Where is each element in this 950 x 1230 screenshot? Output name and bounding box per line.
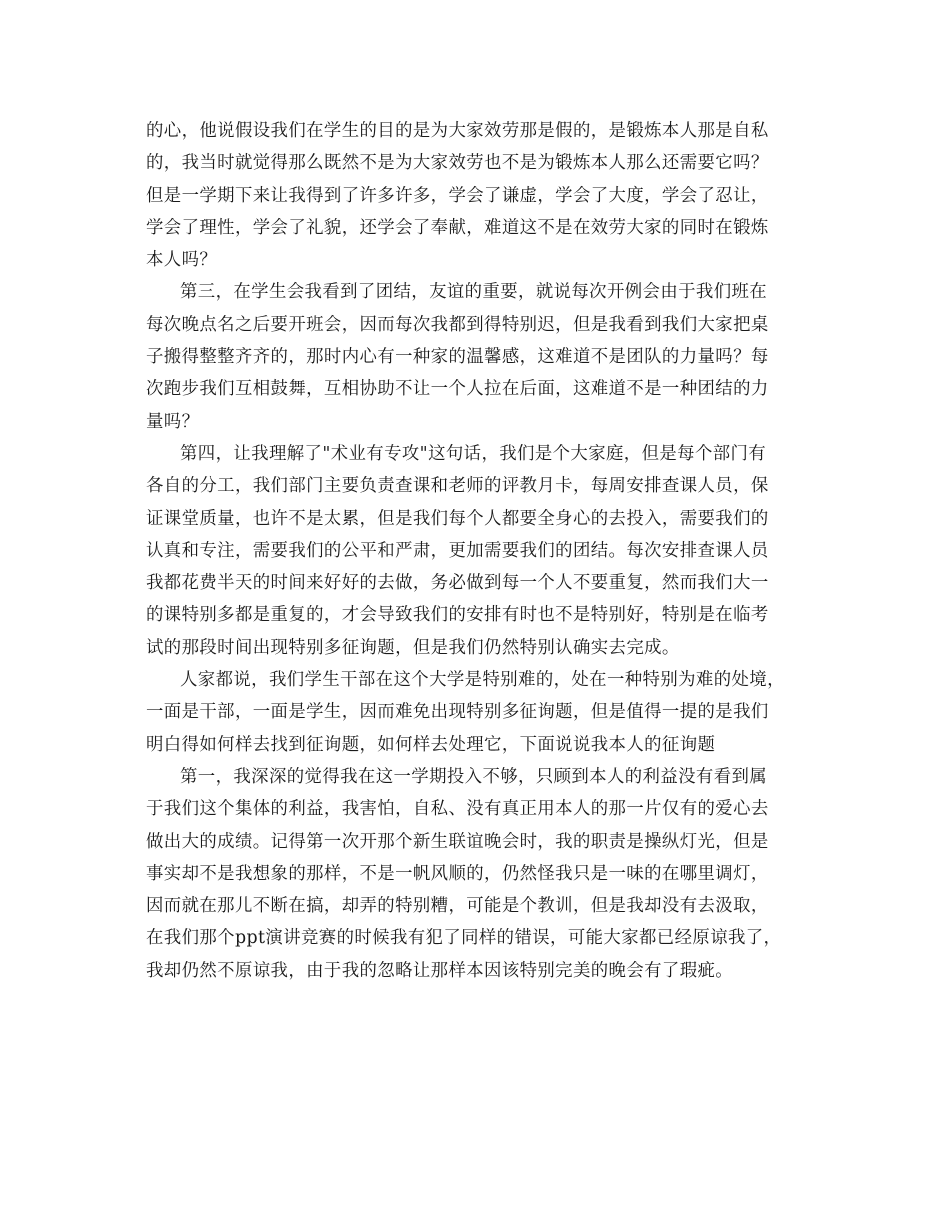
text-line: 的心，他说假设我们在学生的目的是为大家效劳那是假的，是锻炼本人那是自私 [146,121,769,141]
text-line: 于我们这个集体的利益，我害怕，自私、没有真正用本人的那一片仅有的爱心去 [146,799,769,820]
paragraph-first-line: 第一，我深深的觉得我在这一学期投入不够，只顾到本人的利益没有看到属 [180,766,768,787]
text-line: 试的那段时间出现特别多征询题，但是我们仍然特别认确实去完成。 [146,637,680,658]
text-line: 本人吗？ [146,250,218,271]
text-line: 子搬得整整齐齐的，那时内心有一种家的温馨感，这难道不是团队的力量吗？每 [146,347,769,368]
text-line: 一面是干部，一面是学生，因而难免出现特别多征询题，但是值得一提的是我们 [146,702,769,723]
text-line: 次跑步我们互相鼓舞，互相协助不让一个人拉在后面，这难道不是一种团结的力 [146,379,769,400]
text-line: 在我们那个ppt演讲竞赛的时候我有犯了同样的错误，可能大家都已经原谅我了， [146,928,782,949]
text-line: 事实却不是我想象的那样，不是一帆风顺的，仍然怪我只是一味的在哪里调灯， [146,863,769,884]
text-line: 我却仍然不原谅我，由于我的忽略让那样本因该特别完美的晚会有了瑕疵。 [146,960,734,981]
text-line: 学会了理性，学会了礼貌，还学会了奉献，难道这不是在效劳大家的同时在锻炼 [146,217,769,238]
text-line: 每次晚点名之后要开班会，因而每次我都到得特别迟，但是我看到我们大家把桌 [146,314,769,335]
text-line: 证课堂质量，也许不是太累，但是我们每个人都要全身心的去投入，需要我们的 [146,508,769,529]
text-line: 的，我当时就觉得那么既然不是为大家效劳也不是为锻炼本人那么还需要它吗？ [146,153,769,174]
text-line: 我都花费半天的时间来好好的去做，务必做到每一个人不要重复，然而我们大一 [146,573,769,594]
text-line: 认真和专注，需要我们的公平和严肃，更加需要我们的团结。每次安排查课人员 [146,540,769,561]
body-text [146,115,798,987]
text-line: 但是一学期下来让我得到了许多许多，学会了谦虚，学会了大度，学会了忍让， [146,185,769,206]
text-line: 量吗？ [146,411,200,432]
text-line: 的课特别多都是重复的，才会导致我们的安排有时也不是特别好，特别是在临考 [146,605,769,626]
paragraph-first-line: 第四，让我理解了"术业有专攻"这句话，我们是个大家庭，但是每个部门有 [180,443,767,464]
text-line: 明白得如何样去找到征询题，如何样去处理它，下面说说我本人的征询题 [146,734,716,755]
text-line: 各自的分工，我们部门主要负责查课和老师的评教月卡，每周安排查课人员，保 [146,476,769,497]
paragraph-first-line: 第三，在学生会我看到了团结，友谊的重要，就说每次开例会由于我们班在 [180,282,768,303]
text-line: 做出大的成绩。记得第一次开那个新生联谊晚会时，我的职责是操纵灯光，但是 [146,831,769,852]
paragraph-first-line: 人家都说，我们学生干部在这个大学是特别难的，处在一种特别为难的处境， [180,670,785,691]
text-line: 因而就在那儿不断在搞，却弄的特别糟，可能是个教训，但是我却没有去汲取， [146,896,769,917]
